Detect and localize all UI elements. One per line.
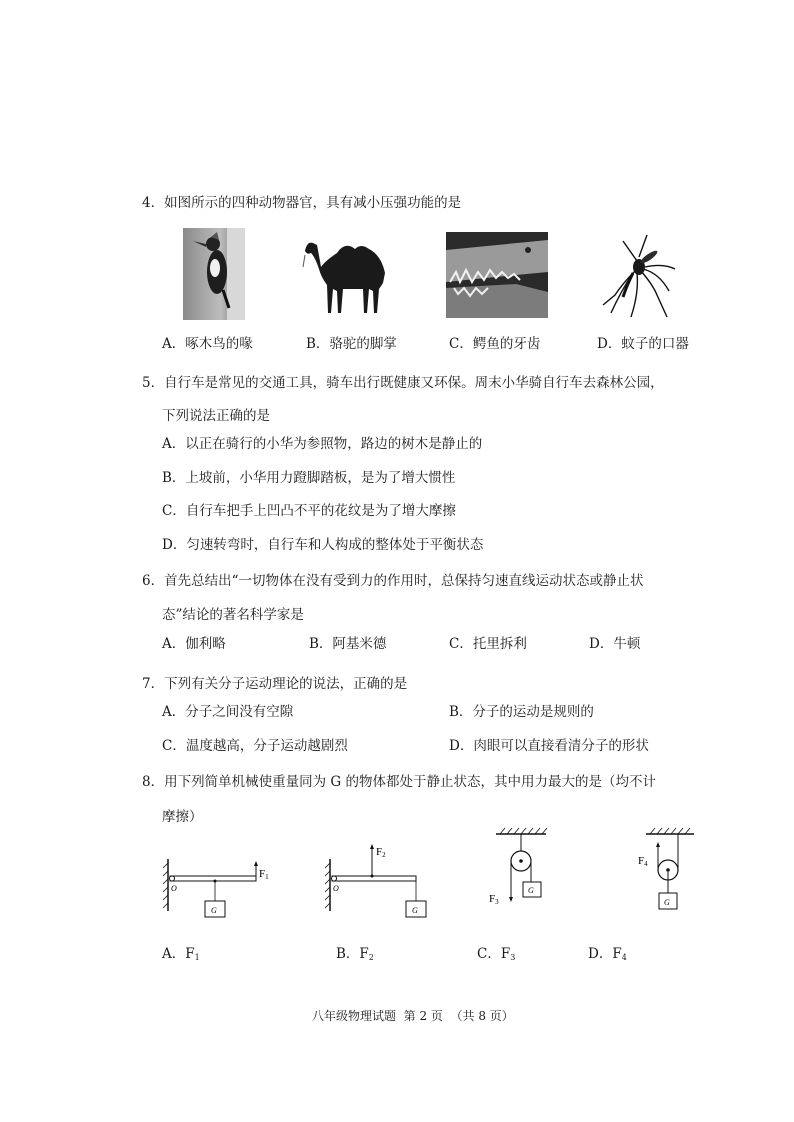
q6-option-b[interactable]: B．阿基米德 — [309, 636, 387, 652]
q7-option-d[interactable]: D．肉眼可以直接看清分子的形状 — [449, 738, 649, 754]
f3-label: F3 — [489, 893, 499, 906]
q8-option-b[interactable]: B．$F_2$ — [336, 946, 374, 962]
q4-option-a[interactable]: A．啄木鸟的喙 — [162, 336, 253, 352]
q7-option-a[interactable]: A．分子之间没有空隙 — [162, 704, 294, 720]
weight-label: G — [211, 906, 217, 915]
q8-stem-line1: 8．用下列简单机械使重量同为 G 的物体都处于静止状态，其中用力最大的是（均不计 — [142, 774, 656, 790]
figure-movable-pulley — [634, 826, 704, 916]
q7-option-b[interactable]: B．分子的运动是规则的 — [449, 704, 594, 720]
figure-fixed-pulley — [484, 826, 564, 911]
q4-stem: 4．如图所示的四种动物器官，具有减小压强功能的是 — [142, 195, 462, 211]
f4-label: F4 — [638, 855, 648, 868]
woodpecker-photo — [183, 228, 245, 320]
page-footer: 八年级物理试题 第 2 页 （共 8 页） — [312, 1009, 514, 1023]
q6-stem-line2: 态”结论的著名科学家是 — [162, 607, 304, 623]
q8-stem-line2: 摩擦） — [162, 809, 203, 825]
mosquito-photo — [593, 233, 677, 319]
q4-option-d[interactable]: D．蚊子的口器 — [597, 336, 689, 352]
weight-label: G — [412, 906, 418, 915]
figure-lever-f1 — [160, 845, 280, 925]
f1-label: F1 — [259, 868, 269, 881]
q5-option-b[interactable]: B．上坡前，小华用力蹬脚踏板，是为了增大惯性 — [162, 470, 456, 486]
figure-lever-f2 — [322, 840, 432, 925]
q4-option-c[interactable]: C．鳄鱼的牙齿 — [449, 336, 541, 352]
q8-option-d[interactable]: D．$F_4$ — [588, 946, 627, 962]
q6-option-a[interactable]: A．伽利略 — [162, 636, 226, 652]
q5-stem-line2: 下列说法正确的是 — [162, 408, 270, 424]
weight-label: G — [528, 886, 534, 895]
camel-photo — [297, 233, 393, 317]
q8-option-c[interactable]: C．$F_3$ — [477, 946, 516, 962]
q5-option-d[interactable]: D．匀速转弯时，自行车和人构成的整体处于平衡状态 — [162, 537, 484, 553]
q6-option-d[interactable]: D．牛顿 — [589, 636, 641, 652]
f2-label: F2 — [376, 846, 386, 859]
crocodile-photo — [446, 232, 548, 318]
q5-option-c[interactable]: C．自行车把手上凹凸不平的花纹是为了增大摩擦 — [162, 503, 456, 519]
q7-option-c[interactable]: C．温度越高，分子运动越剧烈 — [162, 738, 348, 754]
weight-label: G — [664, 898, 670, 907]
q8-option-a[interactable]: A．$F_1$ — [162, 946, 200, 962]
pivot-label: O — [333, 884, 339, 893]
pivot-label: O — [171, 884, 177, 893]
q7-stem: 7．下列有关分子运动理论的说法，正确的是 — [142, 676, 408, 692]
q6-stem-line1: 6．首先总结出“一切物体在没有受到力的作用时，总保持匀速直线运动状态或静止状 — [142, 573, 644, 589]
q6-option-c[interactable]: C．托里拆利 — [449, 636, 527, 652]
q4-option-b[interactable]: B．骆驼的脚掌 — [306, 336, 397, 352]
q5-option-a[interactable]: A．以正在骑行的小华为参照物，路边的树木是静止的 — [162, 436, 483, 452]
q5-stem-line1: 5．自行车是常见的交通工具，骑车出行既健康又环保。周末小华骑自行车去森林公园， — [142, 375, 664, 391]
